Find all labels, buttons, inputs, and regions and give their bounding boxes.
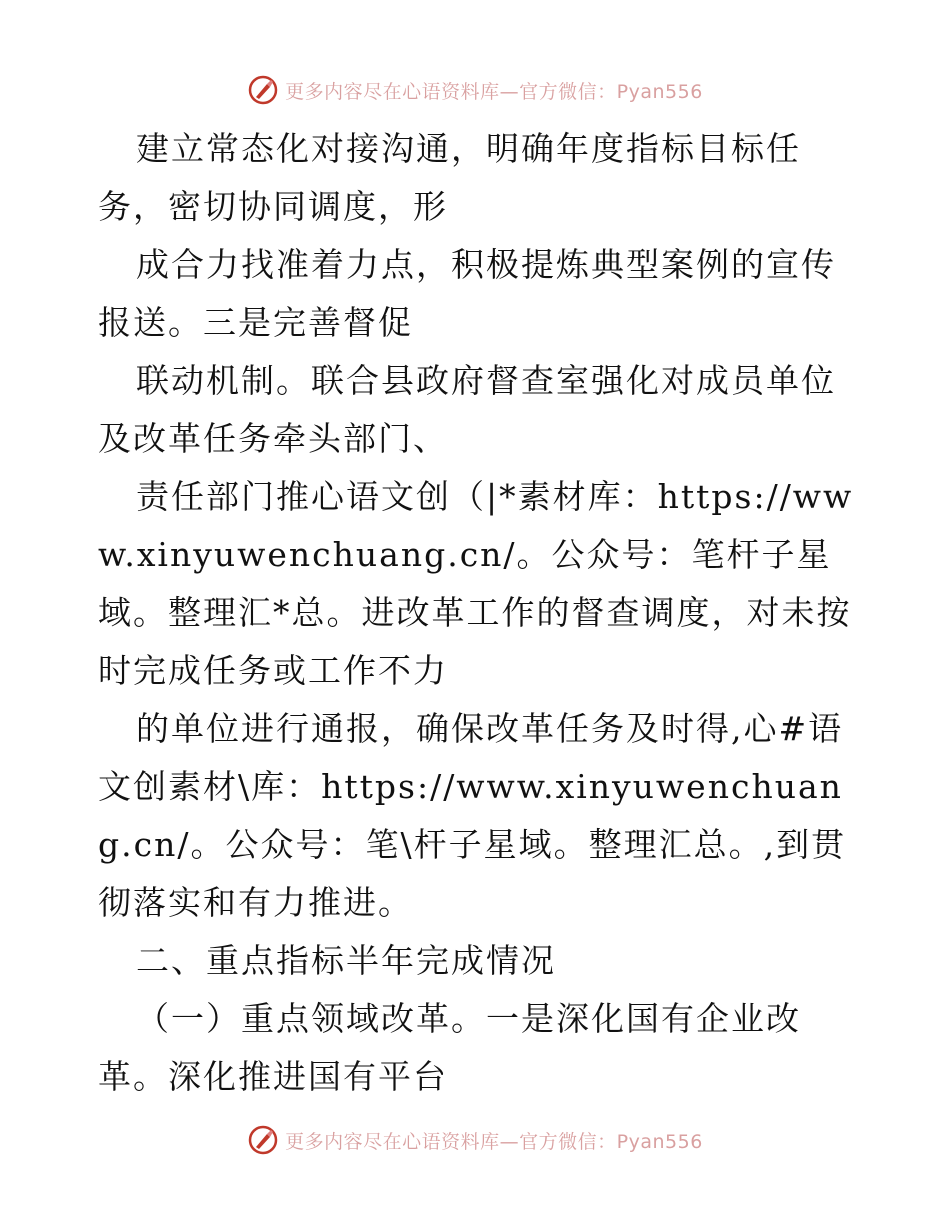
section-heading: 二、重点指标半年完成情况 xyxy=(136,941,556,980)
document-body xyxy=(98,120,858,1106)
paragraph: （一）重点领域改革。一是深化国有企业改革。深化推进国有平台 xyxy=(98,999,801,1096)
pen-logo-icon xyxy=(247,1124,279,1156)
paragraph: 成合力找准着力点，积极提炼典型案例的宣传报送。三是完善督促 xyxy=(98,245,836,342)
paragraph: 责任部门推心语文创（|*素材库：https://www.xinyuwenchuang.cn/。公众号：笔杆子星域。整理汇*总。进改革工作的督查调度，对未按时完成任务或工作不力 xyxy=(98,477,854,690)
banner-text: 更多内容尽在心语资料库—官方微信：Pyan556 xyxy=(285,80,703,103)
header-watermark-banner xyxy=(0,72,950,108)
paragraph: 的单位进行通报，确保改革任务及时得,心#语文创素材\库：https://www.xinyuwenchuang.cn/。公众号：笔\杆子星域。整理汇总。,到贯彻落实和有力推进。 xyxy=(98,709,847,922)
banner-text: 更多内容尽在心语资料库—官方微信：Pyan556 xyxy=(285,1130,703,1153)
footer-watermark-banner xyxy=(0,1122,950,1158)
pen-logo-icon xyxy=(247,74,279,106)
paragraph: 建立常态化对接沟通，明确年度指标目标任务，密切协同调度，形 xyxy=(98,129,801,226)
paragraph: 联动机制。联合县政府督查室强化对成员单位及改革任务牵头部门、 xyxy=(98,361,836,458)
